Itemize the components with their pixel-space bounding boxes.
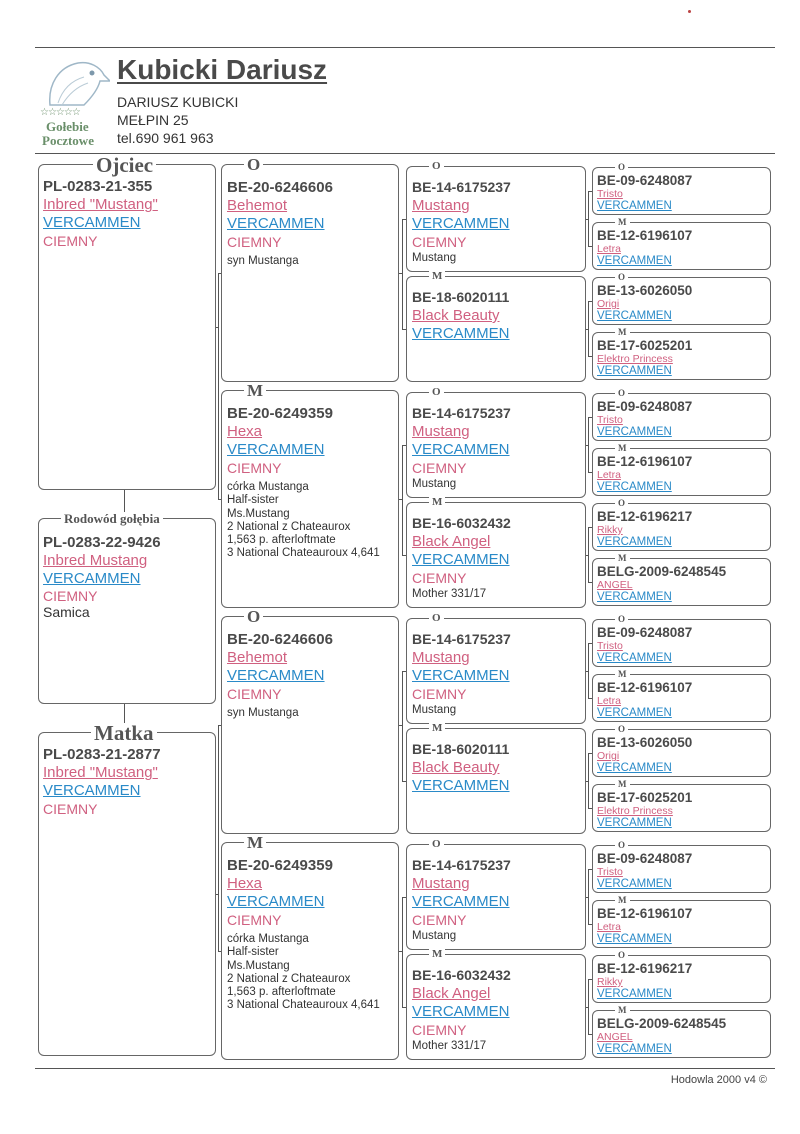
owner-address: MEŁPIN 25	[117, 112, 189, 128]
great-grandparent-breed: VERCAMMEN	[412, 215, 510, 232]
ancestor-name: Tristo	[597, 866, 623, 878]
ancestor-card	[592, 840, 771, 893]
ancestor-breed: VERCAMMEN	[597, 536, 672, 548]
grandparent-card	[221, 381, 399, 608]
mother-name: Inbred "Mustang"	[43, 764, 158, 781]
father-breed: VERCAMMEN	[43, 214, 141, 231]
ancestor-breed: VERCAMMEN	[597, 878, 672, 890]
ancestor-breed: VERCAMMEN	[597, 200, 672, 212]
great-grandparent-note: Mother 331/17	[412, 1040, 487, 1052]
ancestor-name: Origi	[597, 298, 620, 310]
ancestor-name: ANGEL	[597, 1031, 633, 1043]
connector	[588, 417, 592, 418]
mother-card	[38, 721, 216, 1056]
father-color: CIEMNY	[43, 233, 98, 249]
great-grandparent-note: Mustang	[412, 252, 457, 264]
father-name: Inbred "Mustang"	[43, 196, 158, 213]
connector	[588, 753, 592, 754]
ancestor-name: Origi	[597, 750, 620, 762]
great-grandparent-card	[406, 722, 586, 834]
connector	[402, 555, 406, 556]
sire-mark: O	[615, 951, 628, 960]
ancestor-breed: VERCAMMEN	[597, 365, 672, 377]
ancestor-breed: VERCAMMEN	[597, 591, 672, 603]
grandparent-breed: VERCAMMEN	[227, 667, 325, 684]
logo-text-line2: Pocztowe	[42, 133, 94, 148]
subject-color: CIEMNY	[43, 588, 98, 604]
great-grandparent-color: CIEMNY	[412, 686, 467, 702]
ancestor-reg: BE-09-6248087	[597, 399, 693, 414]
great-grandparent-card	[406, 386, 586, 498]
ancestor-name: Elektro Princess	[597, 805, 673, 817]
subject-sex: Samica	[43, 604, 90, 620]
connector	[588, 472, 592, 473]
sire-mark: O	[244, 608, 263, 625]
dam-mark: M	[615, 896, 630, 905]
great-grandparent-name: Mustang	[412, 197, 470, 214]
connector	[402, 897, 406, 898]
ancestor-breed: VERCAMMEN	[597, 426, 672, 438]
great-grandparent-reg: BE-14-6175237	[412, 405, 511, 421]
great-grandparent-card	[406, 612, 586, 724]
ancestor-card	[592, 669, 771, 722]
ancestor-card	[592, 553, 771, 606]
ancestor-breed: VERCAMMEN	[597, 817, 672, 829]
logo	[38, 55, 110, 151]
ancestor-card	[592, 162, 771, 215]
ancestor-name: Rikky	[597, 976, 623, 988]
subject-breed: VERCAMMEN	[43, 570, 141, 587]
ancestor-breed: VERCAMMEN	[597, 988, 672, 1000]
great-grandparent-note: Mustang	[412, 930, 457, 942]
dam-mark: M	[615, 670, 630, 679]
great-grandparent-card	[406, 948, 586, 1060]
owner-full-name: DARIUSZ KUBICKI	[117, 94, 239, 110]
dam-mark: M	[244, 382, 266, 399]
ancestor-reg: BE-09-6248087	[597, 851, 693, 866]
ancestor-name: Tristo	[597, 188, 623, 200]
connector	[588, 643, 592, 644]
ancestor-reg: BE-12-6196107	[597, 228, 693, 243]
ancestor-name: Rikky	[597, 524, 623, 536]
great-grandparent-color: CIEMNY	[412, 570, 467, 586]
ancestor-name: Letra	[597, 469, 621, 481]
great-grandparent-name: Mustang	[412, 423, 470, 440]
father-card	[38, 153, 216, 490]
father-reg: PL-0283-21-355	[43, 178, 153, 195]
great-grandparent-name: Black Angel	[412, 985, 491, 1002]
great-grandparent-name: Mustang	[412, 649, 470, 666]
connector	[402, 445, 403, 555]
ancestor-card	[592, 217, 771, 270]
ancestor-card	[592, 895, 771, 948]
great-grandparent-name: Black Angel	[412, 533, 491, 550]
sire-mark: O	[244, 156, 263, 173]
connector	[588, 191, 592, 192]
connector	[402, 219, 406, 220]
great-grandparent-color: CIEMNY	[412, 912, 467, 928]
grandparent-name: Hexa	[227, 875, 263, 892]
dam-mark: M	[615, 218, 630, 227]
ancestor-breed: VERCAMMEN	[597, 1043, 672, 1055]
great-grandparent-breed: VERCAMMEN	[412, 893, 510, 910]
ancestor-breed: VERCAMMEN	[597, 481, 672, 493]
connector	[588, 301, 589, 356]
owner-phone: tel.690 961 963	[117, 130, 214, 146]
connector	[402, 671, 406, 672]
grandparent-note: syn Mustanga	[227, 707, 299, 719]
connector	[402, 219, 403, 329]
great-grandparent-color: CIEMNY	[412, 234, 467, 250]
sire-mark: O	[429, 613, 444, 624]
great-grandparent-breed: VERCAMMEN	[412, 667, 510, 684]
ancestor-card	[592, 724, 771, 777]
dam-mark: M	[429, 949, 445, 960]
grandparent-card	[221, 833, 399, 1060]
dam-mark: M	[429, 271, 445, 282]
grandparent-note: córka Mustanga Half-sister Ms.Mustang 2 National z Chateaurox 1,563 p. afterloftmate 3 National Chateauroux 4,641	[227, 481, 380, 560]
mother-label: Matka	[91, 723, 157, 744]
great-grandparent-breed: VERCAMMEN	[412, 1003, 510, 1020]
sire-mark: O	[615, 273, 628, 282]
great-grandparent-card	[406, 496, 586, 608]
ancestor-name: Elektro Princess	[597, 353, 673, 365]
ancestor-reg: BELG-2009-6248545	[597, 564, 727, 579]
ancestor-reg: BE-09-6248087	[597, 173, 693, 188]
connector	[588, 191, 589, 246]
ancestor-name: Tristo	[597, 414, 623, 426]
ancestor-reg: BE-13-6026050	[597, 735, 693, 750]
grandparent-color: CIEMNY	[227, 686, 282, 702]
grandparent-card	[221, 607, 399, 834]
great-grandparent-reg: BE-14-6175237	[412, 179, 511, 195]
ancestor-breed: VERCAMMEN	[597, 762, 672, 774]
connector	[588, 869, 589, 924]
great-grandparent-card	[406, 270, 586, 382]
ancestor-reg: BE-12-6196107	[597, 906, 693, 921]
sire-mark: O	[429, 387, 444, 398]
ancestor-reg: BELG-2009-6248545	[597, 1016, 727, 1031]
connector	[588, 869, 592, 870]
grandparent-breed: VERCAMMEN	[227, 893, 325, 910]
connector	[588, 582, 592, 583]
grandparent-name: Hexa	[227, 423, 263, 440]
dam-mark: M	[244, 834, 266, 851]
great-grandparent-color: CIEMNY	[412, 460, 467, 476]
connector	[588, 924, 592, 925]
ancestor-reg: BE-17-6025201	[597, 338, 693, 353]
connector	[218, 273, 219, 499]
ancestor-card	[592, 614, 771, 667]
great-grandparent-card	[406, 160, 586, 272]
ancestor-breed: VERCAMMEN	[597, 652, 672, 664]
connector	[588, 417, 589, 472]
connector	[588, 301, 592, 302]
ancestor-breed: VERCAMMEN	[597, 310, 672, 322]
ancestor-reg: BE-17-6025201	[597, 790, 693, 805]
ancestor-name: Tristo	[597, 640, 623, 652]
sire-mark: O	[615, 615, 628, 624]
ancestor-card	[592, 388, 771, 441]
pedigree-label: Rodowód gołębia	[61, 512, 163, 525]
grandparent-reg: BE-20-6246606	[227, 631, 333, 648]
grandparent-reg: BE-20-6249359	[227, 857, 333, 874]
grandparent-card	[221, 155, 399, 382]
header-top-rule	[35, 47, 775, 48]
ancestor-reg: BE-12-6196217	[597, 509, 693, 524]
owner-name: Kubicki Dariusz	[117, 54, 328, 85]
great-grandparent-name: Black Beauty	[412, 307, 500, 324]
footer-text: Hodowla 2000 v4 ©	[670, 1074, 767, 1086]
dam-mark: M	[615, 444, 630, 453]
father-label: Ojciec	[93, 155, 156, 176]
dam-mark: M	[429, 723, 445, 734]
ancestor-card	[592, 272, 771, 325]
sire-mark: O	[615, 163, 628, 172]
ancestor-card	[592, 779, 771, 832]
grandparent-name: Behemot	[227, 197, 288, 214]
grandparent-reg: BE-20-6249359	[227, 405, 333, 422]
mother-reg: PL-0283-21-2877	[43, 746, 161, 763]
footer-rule	[35, 1068, 775, 1069]
grandparent-name: Behemot	[227, 649, 288, 666]
ancestor-name: Letra	[597, 921, 621, 933]
grandparent-reg: BE-20-6246606	[227, 179, 333, 196]
connector	[218, 725, 219, 951]
great-grandparent-note: Mustang	[412, 478, 457, 490]
connector	[588, 246, 592, 247]
subject-reg: PL-0283-22-9426	[43, 534, 161, 551]
ancestor-name: Letra	[597, 243, 621, 255]
ancestor-name: Letra	[597, 695, 621, 707]
great-grandparent-reg: BE-16-6032432	[412, 967, 511, 983]
connector	[588, 356, 592, 357]
grandparent-color: CIEMNY	[227, 460, 282, 476]
grandparent-note: córka Mustanga Half-sister Ms.Mustang 2 National z Chateaurox 1,563 p. afterloftmate 3 National Chateauroux 4,641	[227, 933, 380, 1012]
connector	[588, 979, 589, 1034]
connector	[402, 897, 403, 1007]
connector	[402, 781, 406, 782]
sire-mark: O	[615, 725, 628, 734]
sire-mark: O	[615, 841, 628, 850]
ancestor-reg: BE-09-6248087	[597, 625, 693, 640]
great-grandparent-note: Mustang	[412, 704, 457, 716]
grandparent-breed: VERCAMMEN	[227, 215, 325, 232]
connector	[218, 951, 221, 952]
ancestor-card	[592, 950, 771, 1003]
dam-mark: M	[615, 328, 630, 337]
subject-card	[38, 511, 216, 704]
dam-mark: M	[615, 780, 630, 789]
great-grandparent-name: Mustang	[412, 875, 470, 892]
sire-mark: O	[429, 161, 444, 172]
ancestor-breed: VERCAMMEN	[597, 933, 672, 945]
ancestor-reg: BE-12-6196217	[597, 961, 693, 976]
great-grandparent-name: Black Beauty	[412, 759, 500, 776]
ancestor-card	[592, 1005, 771, 1058]
great-grandparent-reg: BE-18-6020111	[412, 289, 510, 305]
connector	[588, 979, 592, 980]
ancestor-reg: BE-12-6196107	[597, 454, 693, 469]
ancestor-card	[592, 443, 771, 496]
ancestor-breed: VERCAMMEN	[597, 707, 672, 719]
ancestor-breed: VERCAMMEN	[597, 255, 672, 267]
ancestor-card	[592, 327, 771, 380]
connector	[402, 671, 403, 781]
ancestor-card	[592, 498, 771, 551]
great-grandparent-reg: BE-16-6032432	[412, 515, 511, 531]
connector	[402, 1007, 406, 1008]
ancestor-reg: BE-12-6196107	[597, 680, 693, 695]
great-grandparent-reg: BE-18-6020111	[412, 741, 510, 757]
scan-speck	[688, 10, 691, 13]
connector	[588, 527, 592, 528]
connector	[218, 499, 221, 500]
great-grandparent-color: CIEMNY	[412, 1022, 467, 1038]
mother-breed: VERCAMMEN	[43, 782, 141, 799]
ancestor-name: ANGEL	[597, 579, 633, 591]
great-grandparent-card	[406, 838, 586, 950]
connector	[402, 445, 406, 446]
great-grandparent-breed: VERCAMMEN	[412, 777, 510, 794]
connector	[588, 753, 589, 808]
logo-text-line1: Gołebie	[46, 119, 89, 134]
sire-mark: O	[615, 499, 628, 508]
sire-mark: O	[429, 839, 444, 850]
connector	[588, 698, 592, 699]
subject-name: Inbred Mustang	[43, 552, 148, 569]
connector	[402, 329, 406, 330]
connector	[588, 808, 592, 809]
ancestor-reg: BE-13-6026050	[597, 283, 693, 298]
connector	[588, 1034, 592, 1035]
mother-color: CIEMNY	[43, 801, 98, 817]
great-grandparent-reg: BE-14-6175237	[412, 857, 511, 873]
connector	[588, 643, 589, 698]
grandparent-color: CIEMNY	[227, 234, 282, 250]
great-grandparent-breed: VERCAMMEN	[412, 551, 510, 568]
connector	[218, 273, 221, 274]
great-grandparent-breed: VERCAMMEN	[412, 441, 510, 458]
great-grandparent-breed: VERCAMMEN	[412, 325, 510, 342]
connector	[588, 527, 589, 582]
dam-mark: M	[615, 1006, 630, 1015]
great-grandparent-reg: BE-14-6175237	[412, 631, 511, 647]
dam-mark: M	[429, 497, 445, 508]
grandparent-color: CIEMNY	[227, 912, 282, 928]
grandparent-breed: VERCAMMEN	[227, 441, 325, 458]
sire-mark: O	[615, 389, 628, 398]
great-grandparent-note: Mother 331/17	[412, 588, 487, 600]
connector	[218, 725, 221, 726]
grandparent-note: syn Mustanga	[227, 255, 299, 267]
pigeon-head-icon	[38, 55, 110, 111]
dam-mark: M	[615, 554, 630, 563]
logo-stars: ☆☆☆☆☆	[40, 107, 80, 118]
